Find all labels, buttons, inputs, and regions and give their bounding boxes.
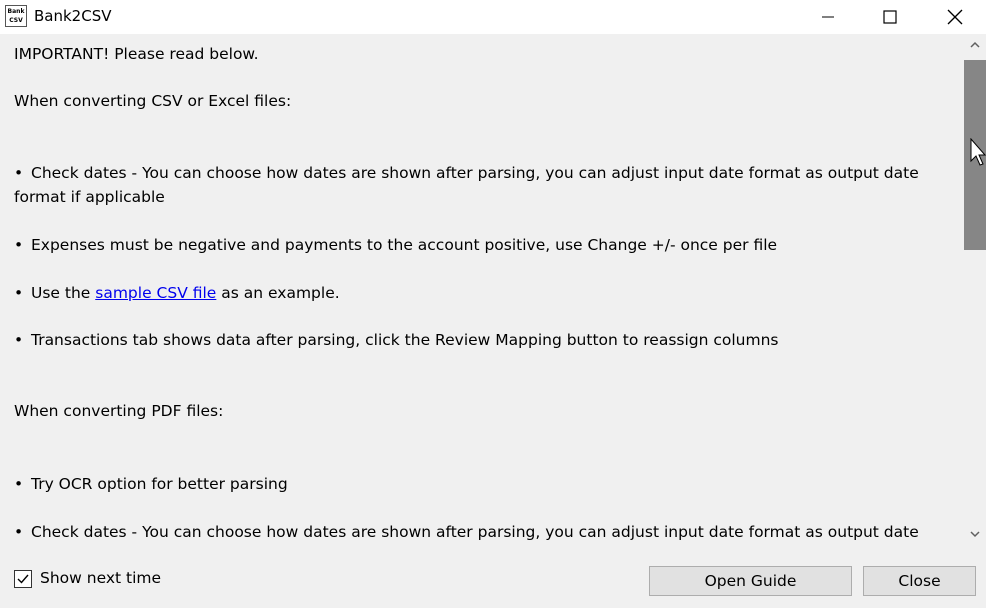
bullet-icon: •: [14, 523, 24, 541]
close-button[interactable]: Close: [863, 566, 976, 596]
csv-item-sample: [31, 281, 340, 305]
sample-suffix-text: as an example.: [216, 284, 340, 302]
scroll-up-icon: [970, 41, 980, 49]
csv-item-check-dates-cont: format if applicable: [14, 188, 165, 206]
show-next-time-checkbox[interactable]: [14, 570, 32, 588]
minimize-icon: [821, 10, 835, 24]
sample-prefix-text: Use the: [31, 284, 96, 302]
mouse-cursor-icon: [970, 138, 986, 168]
csv-item-transactions: Transactions tab shows data after parsing, click the Review Mapping button to reassign columns: [31, 331, 779, 349]
pdf-item-ocr: Try OCR option for better parsing: [31, 475, 288, 493]
close-icon: [947, 9, 963, 25]
scroll-down-button[interactable]: [964, 523, 986, 545]
title-bar: [0, 0, 986, 34]
app-icon-text-bottom: CSV: [9, 17, 23, 24]
maximize-icon: [883, 10, 897, 24]
csv-item-expenses: Expenses must be negative and payments to the account positive, use Change +/- once per file: [31, 236, 778, 254]
maximize-button[interactable]: [868, 0, 912, 34]
bullet-icon: •: [14, 284, 24, 302]
bullet-icon: •: [14, 475, 24, 493]
pdf-item-check-dates: Check dates - You can choose how dates are shown after parsing, you can adjust input date format as output date: [31, 523, 919, 541]
pdf-heading: When converting PDF files:: [14, 402, 224, 420]
csv-heading: When converting CSV or Excel files:: [14, 92, 292, 110]
open-guide-button[interactable]: Open Guide: [649, 566, 852, 596]
app-icon: [5, 5, 27, 27]
scroll-up-button[interactable]: [964, 34, 986, 56]
show-next-time-label[interactable]: Show next time: [40, 569, 162, 587]
csv-item-check-dates: Check dates - You can choose how dates are shown after parsing, you can adjust input date format as output date: [31, 164, 919, 182]
bullet-icon: •: [14, 236, 24, 254]
instructions-panel: [0, 34, 962, 546]
minimize-button[interactable]: [806, 0, 850, 34]
window-title: Bank2CSV: [34, 7, 112, 25]
sample-csv-link[interactable]: sample CSV file: [95, 284, 217, 302]
scroll-down-icon: [970, 530, 980, 538]
bullet-icon: •: [14, 331, 24, 349]
close-window-button[interactable]: [933, 0, 977, 34]
bullet-icon: •: [14, 164, 24, 182]
important-notice: IMPORTANT! Please read below.: [14, 45, 259, 63]
vertical-scrollbar[interactable]: [964, 34, 986, 546]
checkmark-icon: [16, 572, 30, 586]
app-icon-text-top: Bank: [7, 8, 25, 15]
